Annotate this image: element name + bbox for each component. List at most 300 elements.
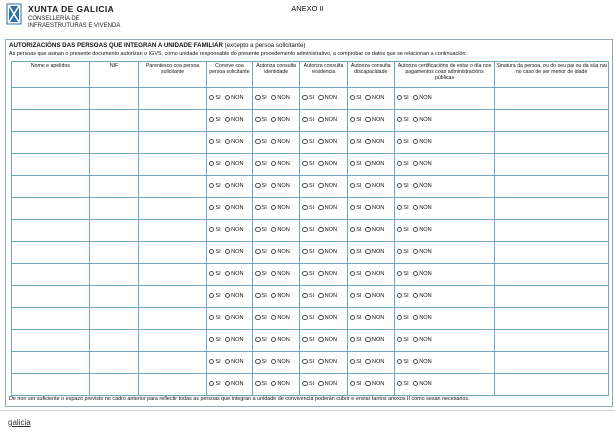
disability-yes-option[interactable] — [350, 381, 362, 387]
radio-circle-icon[interactable] — [271, 315, 277, 321]
radio-circle-icon[interactable] — [365, 95, 371, 101]
payments-yes-option[interactable] — [397, 337, 409, 343]
nif-field[interactable] — [89, 352, 139, 374]
name-field[interactable] — [12, 330, 90, 352]
residence-no-option[interactable] — [318, 161, 337, 167]
radio-circle-icon[interactable] — [413, 161, 419, 167]
radio-circle-icon[interactable] — [209, 315, 215, 321]
radio-circle-icon[interactable] — [318, 359, 324, 365]
relationship-field[interactable] — [139, 374, 207, 396]
identity-no-option[interactable] — [271, 315, 290, 321]
relationship-field[interactable] — [139, 352, 207, 374]
disability-no-option[interactable] — [365, 161, 384, 167]
identity-no-option[interactable] — [271, 139, 290, 145]
payments-no-option[interactable] — [413, 117, 432, 123]
cohabits-no-option[interactable] — [225, 117, 244, 123]
residence-yes-option[interactable] — [302, 183, 314, 189]
radio-circle-icon[interactable] — [318, 337, 324, 343]
disability-yes-option[interactable] — [350, 161, 362, 167]
radio-circle-icon[interactable] — [255, 161, 261, 167]
residence-yes-option[interactable] — [302, 227, 314, 233]
radio-circle-icon[interactable] — [302, 117, 308, 123]
residence-yes-option[interactable] — [302, 337, 314, 343]
radio-circle-icon[interactable] — [413, 271, 419, 277]
payments-yes-option[interactable] — [397, 139, 409, 145]
cohabits-no-option[interactable] — [225, 315, 244, 321]
disability-no-option[interactable] — [365, 183, 384, 189]
cohabits-no-option[interactable] — [225, 227, 244, 233]
radio-circle-icon[interactable] — [209, 117, 215, 123]
signature-field[interactable] — [495, 88, 609, 110]
radio-circle-icon[interactable] — [350, 381, 356, 387]
name-field[interactable] — [12, 352, 90, 374]
relationship-field[interactable] — [139, 264, 207, 286]
disability-yes-option[interactable] — [350, 95, 362, 101]
radio-circle-icon[interactable] — [225, 271, 231, 277]
identity-no-option[interactable] — [271, 293, 290, 299]
radio-circle-icon[interactable] — [302, 139, 308, 145]
signature-field[interactable] — [495, 220, 609, 242]
disability-no-option[interactable] — [365, 139, 384, 145]
cohabits-no-option[interactable] — [225, 381, 244, 387]
identity-no-option[interactable] — [271, 95, 290, 101]
signature-field[interactable] — [495, 154, 609, 176]
cohabits-no-option[interactable] — [225, 161, 244, 167]
radio-circle-icon[interactable] — [255, 381, 261, 387]
radio-circle-icon[interactable] — [365, 161, 371, 167]
residence-yes-option[interactable] — [302, 205, 314, 211]
identity-yes-option[interactable] — [255, 249, 267, 255]
radio-circle-icon[interactable] — [209, 293, 215, 299]
radio-circle-icon[interactable] — [397, 249, 403, 255]
identity-yes-option[interactable] — [255, 205, 267, 211]
radio-circle-icon[interactable] — [225, 337, 231, 343]
radio-circle-icon[interactable] — [350, 139, 356, 145]
cohabits-yes-option[interactable] — [209, 117, 221, 123]
name-field[interactable] — [12, 154, 90, 176]
radio-circle-icon[interactable] — [365, 359, 371, 365]
disability-yes-option[interactable] — [350, 337, 362, 343]
radio-circle-icon[interactable] — [318, 249, 324, 255]
radio-circle-icon[interactable] — [255, 315, 261, 321]
identity-yes-option[interactable] — [255, 95, 267, 101]
name-field[interactable] — [12, 110, 90, 132]
disability-no-option[interactable] — [365, 95, 384, 101]
residence-yes-option[interactable] — [302, 381, 314, 387]
radio-circle-icon[interactable] — [271, 293, 277, 299]
radio-circle-icon[interactable] — [255, 183, 261, 189]
radio-circle-icon[interactable] — [271, 381, 277, 387]
signature-field[interactable] — [495, 352, 609, 374]
radio-circle-icon[interactable] — [271, 205, 277, 211]
identity-no-option[interactable] — [271, 271, 290, 277]
residence-no-option[interactable] — [318, 227, 337, 233]
radio-circle-icon[interactable] — [413, 293, 419, 299]
radio-circle-icon[interactable] — [365, 139, 371, 145]
cohabits-no-option[interactable] — [225, 139, 244, 145]
residence-yes-option[interactable] — [302, 95, 314, 101]
residence-yes-option[interactable] — [302, 249, 314, 255]
identity-no-option[interactable] — [271, 359, 290, 365]
radio-circle-icon[interactable] — [397, 117, 403, 123]
disability-yes-option[interactable] — [350, 359, 362, 365]
identity-yes-option[interactable] — [255, 271, 267, 277]
radio-circle-icon[interactable] — [397, 337, 403, 343]
relationship-field[interactable] — [139, 308, 207, 330]
radio-circle-icon[interactable] — [413, 337, 419, 343]
radio-circle-icon[interactable] — [271, 227, 277, 233]
radio-circle-icon[interactable] — [397, 205, 403, 211]
cohabits-yes-option[interactable] — [209, 161, 221, 167]
radio-circle-icon[interactable] — [225, 293, 231, 299]
name-field[interactable] — [12, 88, 90, 110]
cohabits-yes-option[interactable] — [209, 205, 221, 211]
payments-yes-option[interactable] — [397, 227, 409, 233]
radio-circle-icon[interactable] — [209, 337, 215, 343]
radio-circle-icon[interactable] — [365, 315, 371, 321]
radio-circle-icon[interactable] — [318, 205, 324, 211]
payments-yes-option[interactable] — [397, 95, 409, 101]
cohabits-yes-option[interactable] — [209, 337, 221, 343]
payments-no-option[interactable] — [413, 249, 432, 255]
name-field[interactable] — [12, 242, 90, 264]
radio-circle-icon[interactable] — [350, 205, 356, 211]
payments-no-option[interactable] — [413, 271, 432, 277]
disability-yes-option[interactable] — [350, 249, 362, 255]
relationship-field[interactable] — [139, 242, 207, 264]
radio-circle-icon[interactable] — [365, 271, 371, 277]
disability-yes-option[interactable] — [350, 117, 362, 123]
nif-field[interactable] — [89, 110, 139, 132]
radio-circle-icon[interactable] — [302, 271, 308, 277]
radio-circle-icon[interactable] — [225, 205, 231, 211]
payments-no-option[interactable] — [413, 227, 432, 233]
name-field[interactable] — [12, 374, 90, 396]
payments-yes-option[interactable] — [397, 117, 409, 123]
cohabits-no-option[interactable] — [225, 271, 244, 277]
radio-circle-icon[interactable] — [397, 271, 403, 277]
radio-circle-icon[interactable] — [209, 381, 215, 387]
radio-circle-icon[interactable] — [271, 117, 277, 123]
signature-field[interactable] — [495, 242, 609, 264]
payments-no-option[interactable] — [413, 139, 432, 145]
identity-no-option[interactable] — [271, 381, 290, 387]
payments-yes-option[interactable] — [397, 183, 409, 189]
cohabits-yes-option[interactable] — [209, 139, 221, 145]
radio-circle-icon[interactable] — [255, 359, 261, 365]
residence-no-option[interactable] — [318, 271, 337, 277]
name-field[interactable] — [12, 264, 90, 286]
radio-circle-icon[interactable] — [413, 117, 419, 123]
disability-yes-option[interactable] — [350, 293, 362, 299]
payments-yes-option[interactable] — [397, 249, 409, 255]
radio-circle-icon[interactable] — [365, 183, 371, 189]
cohabits-no-option[interactable] — [225, 183, 244, 189]
radio-circle-icon[interactable] — [209, 227, 215, 233]
radio-circle-icon[interactable] — [413, 95, 419, 101]
radio-circle-icon[interactable] — [350, 161, 356, 167]
cohabits-yes-option[interactable] — [209, 183, 221, 189]
radio-circle-icon[interactable] — [365, 227, 371, 233]
disability-yes-option[interactable] — [350, 139, 362, 145]
disability-no-option[interactable] — [365, 117, 384, 123]
disability-no-option[interactable] — [365, 315, 384, 321]
nif-field[interactable] — [89, 264, 139, 286]
nif-field[interactable] — [89, 242, 139, 264]
residence-yes-option[interactable] — [302, 293, 314, 299]
radio-circle-icon[interactable] — [350, 183, 356, 189]
residence-no-option[interactable] — [318, 249, 337, 255]
radio-circle-icon[interactable] — [302, 293, 308, 299]
residence-yes-option[interactable] — [302, 315, 314, 321]
radio-circle-icon[interactable] — [225, 161, 231, 167]
identity-yes-option[interactable] — [255, 161, 267, 167]
residence-no-option[interactable] — [318, 337, 337, 343]
payments-no-option[interactable] — [413, 183, 432, 189]
radio-circle-icon[interactable] — [318, 381, 324, 387]
radio-circle-icon[interactable] — [225, 227, 231, 233]
nif-field[interactable] — [89, 88, 139, 110]
radio-circle-icon[interactable] — [397, 139, 403, 145]
radio-circle-icon[interactable] — [397, 293, 403, 299]
radio-circle-icon[interactable] — [255, 227, 261, 233]
radio-circle-icon[interactable] — [302, 161, 308, 167]
radio-circle-icon[interactable] — [413, 359, 419, 365]
radio-circle-icon[interactable] — [302, 359, 308, 365]
payments-no-option[interactable] — [413, 337, 432, 343]
cohabits-yes-option[interactable] — [209, 249, 221, 255]
residence-yes-option[interactable] — [302, 117, 314, 123]
radio-circle-icon[interactable] — [209, 161, 215, 167]
relationship-field[interactable] — [139, 198, 207, 220]
payments-yes-option[interactable] — [397, 161, 409, 167]
payments-no-option[interactable] — [413, 293, 432, 299]
radio-circle-icon[interactable] — [225, 95, 231, 101]
radio-circle-icon[interactable] — [271, 95, 277, 101]
radio-circle-icon[interactable] — [255, 293, 261, 299]
identity-no-option[interactable] — [271, 183, 290, 189]
signature-field[interactable] — [495, 308, 609, 330]
radio-circle-icon[interactable] — [302, 205, 308, 211]
radio-circle-icon[interactable] — [255, 337, 261, 343]
radio-circle-icon[interactable] — [255, 139, 261, 145]
radio-circle-icon[interactable] — [302, 337, 308, 343]
signature-field[interactable] — [495, 110, 609, 132]
radio-circle-icon[interactable] — [271, 139, 277, 145]
nif-field[interactable] — [89, 132, 139, 154]
name-field[interactable] — [12, 198, 90, 220]
disability-no-option[interactable] — [365, 271, 384, 277]
radio-circle-icon[interactable] — [318, 293, 324, 299]
payments-no-option[interactable] — [413, 315, 432, 321]
nif-field[interactable] — [89, 308, 139, 330]
radio-circle-icon[interactable] — [350, 271, 356, 277]
radio-circle-icon[interactable] — [255, 271, 261, 277]
identity-yes-option[interactable] — [255, 381, 267, 387]
identity-no-option[interactable] — [271, 227, 290, 233]
radio-circle-icon[interactable] — [209, 139, 215, 145]
radio-circle-icon[interactable] — [318, 271, 324, 277]
nif-field[interactable] — [89, 374, 139, 396]
radio-circle-icon[interactable] — [397, 183, 403, 189]
identity-no-option[interactable] — [271, 205, 290, 211]
payments-yes-option[interactable] — [397, 359, 409, 365]
relationship-field[interactable] — [139, 286, 207, 308]
identity-yes-option[interactable] — [255, 139, 267, 145]
radio-circle-icon[interactable] — [302, 227, 308, 233]
radio-circle-icon[interactable] — [271, 249, 277, 255]
signature-field[interactable] — [495, 132, 609, 154]
radio-circle-icon[interactable] — [413, 315, 419, 321]
radio-circle-icon[interactable] — [225, 381, 231, 387]
radio-circle-icon[interactable] — [413, 227, 419, 233]
radio-circle-icon[interactable] — [255, 249, 261, 255]
signature-field[interactable] — [495, 198, 609, 220]
radio-circle-icon[interactable] — [271, 183, 277, 189]
identity-yes-option[interactable] — [255, 183, 267, 189]
residence-no-option[interactable] — [318, 183, 337, 189]
radio-circle-icon[interactable] — [350, 337, 356, 343]
radio-circle-icon[interactable] — [225, 359, 231, 365]
cohabits-yes-option[interactable] — [209, 381, 221, 387]
residence-yes-option[interactable] — [302, 271, 314, 277]
payments-yes-option[interactable] — [397, 293, 409, 299]
radio-circle-icon[interactable] — [302, 381, 308, 387]
radio-circle-icon[interactable] — [350, 359, 356, 365]
payments-yes-option[interactable] — [397, 271, 409, 277]
radio-circle-icon[interactable] — [209, 183, 215, 189]
radio-circle-icon[interactable] — [397, 315, 403, 321]
name-field[interactable] — [12, 132, 90, 154]
relationship-field[interactable] — [139, 88, 207, 110]
radio-circle-icon[interactable] — [271, 337, 277, 343]
radio-circle-icon[interactable] — [225, 249, 231, 255]
radio-circle-icon[interactable] — [318, 117, 324, 123]
identity-no-option[interactable] — [271, 117, 290, 123]
radio-circle-icon[interactable] — [413, 249, 419, 255]
residence-no-option[interactable] — [318, 359, 337, 365]
radio-circle-icon[interactable] — [271, 271, 277, 277]
cohabits-yes-option[interactable] — [209, 315, 221, 321]
cohabits-no-option[interactable] — [225, 337, 244, 343]
signature-field[interactable] — [495, 374, 609, 396]
residence-no-option[interactable] — [318, 381, 337, 387]
radio-circle-icon[interactable] — [302, 249, 308, 255]
radio-circle-icon[interactable] — [350, 117, 356, 123]
radio-circle-icon[interactable] — [318, 183, 324, 189]
payments-yes-option[interactable] — [397, 205, 409, 211]
identity-yes-option[interactable] — [255, 293, 267, 299]
name-field[interactable] — [12, 286, 90, 308]
signature-field[interactable] — [495, 286, 609, 308]
radio-circle-icon[interactable] — [350, 293, 356, 299]
nif-field[interactable] — [89, 198, 139, 220]
disability-no-option[interactable] — [365, 359, 384, 365]
identity-yes-option[interactable] — [255, 337, 267, 343]
cohabits-no-option[interactable] — [225, 205, 244, 211]
radio-circle-icon[interactable] — [225, 183, 231, 189]
radio-circle-icon[interactable] — [397, 227, 403, 233]
radio-circle-icon[interactable] — [318, 95, 324, 101]
payments-no-option[interactable] — [413, 359, 432, 365]
payments-no-option[interactable] — [413, 95, 432, 101]
disability-no-option[interactable] — [365, 293, 384, 299]
radio-circle-icon[interactable] — [271, 359, 277, 365]
radio-circle-icon[interactable] — [350, 227, 356, 233]
disability-no-option[interactable] — [365, 227, 384, 233]
radio-circle-icon[interactable] — [413, 205, 419, 211]
residence-no-option[interactable] — [318, 117, 337, 123]
radio-circle-icon[interactable] — [209, 205, 215, 211]
radio-circle-icon[interactable] — [397, 359, 403, 365]
relationship-field[interactable] — [139, 220, 207, 242]
radio-circle-icon[interactable] — [365, 249, 371, 255]
nif-field[interactable] — [89, 154, 139, 176]
name-field[interactable] — [12, 308, 90, 330]
radio-circle-icon[interactable] — [365, 205, 371, 211]
payments-no-option[interactable] — [413, 161, 432, 167]
disability-no-option[interactable] — [365, 205, 384, 211]
radio-circle-icon[interactable] — [318, 161, 324, 167]
radio-circle-icon[interactable] — [209, 271, 215, 277]
radio-circle-icon[interactable] — [365, 337, 371, 343]
radio-circle-icon[interactable] — [413, 139, 419, 145]
signature-field[interactable] — [495, 264, 609, 286]
disability-no-option[interactable] — [365, 337, 384, 343]
radio-circle-icon[interactable] — [413, 183, 419, 189]
residence-yes-option[interactable] — [302, 139, 314, 145]
name-field[interactable] — [12, 220, 90, 242]
disability-yes-option[interactable] — [350, 227, 362, 233]
radio-circle-icon[interactable] — [271, 161, 277, 167]
radio-circle-icon[interactable] — [318, 227, 324, 233]
radio-circle-icon[interactable] — [255, 117, 261, 123]
radio-circle-icon[interactable] — [350, 315, 356, 321]
nif-field[interactable] — [89, 220, 139, 242]
radio-circle-icon[interactable] — [413, 381, 419, 387]
radio-circle-icon[interactable] — [255, 95, 261, 101]
radio-circle-icon[interactable] — [397, 161, 403, 167]
radio-circle-icon[interactable] — [225, 139, 231, 145]
identity-yes-option[interactable] — [255, 117, 267, 123]
radio-circle-icon[interactable] — [255, 205, 261, 211]
radio-circle-icon[interactable] — [302, 95, 308, 101]
relationship-field[interactable] — [139, 176, 207, 198]
relationship-field[interactable] — [139, 154, 207, 176]
disability-yes-option[interactable] — [350, 205, 362, 211]
relationship-field[interactable] — [139, 132, 207, 154]
payments-yes-option[interactable] — [397, 315, 409, 321]
radio-circle-icon[interactable] — [225, 315, 231, 321]
radio-circle-icon[interactable] — [365, 381, 371, 387]
nif-field[interactable] — [89, 176, 139, 198]
radio-circle-icon[interactable] — [209, 249, 215, 255]
cohabits-yes-option[interactable] — [209, 293, 221, 299]
identity-yes-option[interactable] — [255, 315, 267, 321]
residence-yes-option[interactable] — [302, 161, 314, 167]
radio-circle-icon[interactable] — [209, 359, 215, 365]
disability-yes-option[interactable] — [350, 271, 362, 277]
cohabits-yes-option[interactable] — [209, 227, 221, 233]
disability-yes-option[interactable] — [350, 183, 362, 189]
radio-circle-icon[interactable] — [318, 139, 324, 145]
cohabits-yes-option[interactable] — [209, 359, 221, 365]
radio-circle-icon[interactable] — [397, 381, 403, 387]
signature-field[interactable] — [495, 176, 609, 198]
radio-circle-icon[interactable] — [225, 117, 231, 123]
name-field[interactable] — [12, 176, 90, 198]
payments-no-option[interactable] — [413, 381, 432, 387]
